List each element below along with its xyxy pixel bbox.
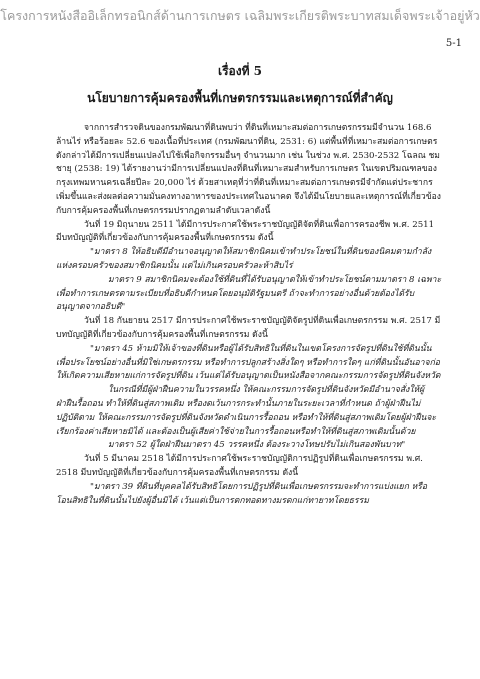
document-body	[56, 122, 442, 508]
page-header: โครงการหนังสืออิเล็กทรอนิกส์ด้านการเกษตร เฉลิมพระเกียรติพระบาทสมเด็จพระเจ้าอยู่หัว	[0, 8, 480, 23]
quote-section-45-para2: ในกรณีที่มีผู้ฝ่าฝืนความในวรรคหนึ่ง ให้คณะกรรมการจัดรูปที่ดินจังหวัดมีอำนาจสั่งให้ผู้ฝ่าฝืนรื้อถอน ทำให้ที่ดินสู่สภาพเดิม หรืองดเว้นการกระทำนั้นภายในระยะเวลาที่กำหนด ถ้าผู้ฝ่าฝืนไม่ปฏิบัติตาม ให้คณะกรรมการจัดรูปที่ดินจังหวัดดำเนินการรื้อถอน หรือทำให้ที่ดินสู่สภาพเดิมโดยผู้ฝ่าฝืนจะเรียกร้องค่าเสียหายมิได้ และต้องเป็นผู้เสียค่าใช้จ่ายในการรื้อถอนหรือทำให้ที่ดินสู่สภาพเดิมนั้นด้วย	[56, 385, 437, 437]
quote-section-39: "มาตรา 39 ที่ดินที่บุคคลได้รับสิทธิโดยการปฏิรูปที่ดินเพื่อเกษตรกรรมจะทำการแบ่งแยก หรือโอนสิทธิในที่ดินนั้นไปยังผู้อื่นมิได้ เว้นแต่เป็นการตกทอดทางมรดกแก่ทายาทโดยธรรม	[56, 481, 428, 506]
paragraph-1975-act: วันที่ 5 มีนาคม 2518 ได้มีการประกาศใช้พระราชบัญญัติการปฏิรูปที่ดินเพื่อเกษตรกรรม พ.ศ. 2518 มีบทบัญญัติที่เกี่ยวข้องกับการคุ้มครองพื้นที่เกษตรกรรม ดังนี้	[56, 454, 423, 478]
quote-section-8: "มาตรา 8 ให้อธิบดีมีอำนาจอนุญาตให้สมาชิกนิคมเข้าทำประโยชน์ในที่ดินของนิคมตามกำลังแห่งครอบครัวของสมาชิกนิคมนั้น แต่ไม่เกินครอบครัวละห้าสิบไร่	[56, 247, 432, 271]
quote-section-52: มาตรา 52 ผู้ใดฝ่าฝืนมาตรา 45 วรรคหนึ่ง ต้องระวางโทษปรับไม่เกินสองพันบาท"	[108, 440, 406, 451]
quote-section-9: มาตรา 9 สมาชิกนิคมจะต้องใช้ที่ดินที่ได้รับอนุญาตให้เข้าทำประโยชน์ตามมาตรา 8 เฉพาะเพื่อทำการเกษตรตามระเบียบที่อธิบดีกำหนดโดยอนุมัติรัฐมนตรี ถ้าจะทำการอย่างอื่นด้วยต้องได้รับอนุญาตจากอธิบดี"	[56, 274, 442, 313]
page-number: 5-1	[445, 38, 462, 49]
paragraph-intro: จากการสำรวจดินของกรมพัฒนาที่ดินพบว่า ที่ดินที่เหมาะสมต่อการเกษตรกรรมมีจำนวน 168.6 ล้านไร่ หรือร้อยละ 52.6 ของเนื้อที่ประเทศ (กรมพัฒนาที่ดิน, 2531: 6) แต่พื้นที่ที่เหมาะสมต่อการเกษตรดังกล่าวได้มีการเปลี่ยนแปลงไปใช้เพื่อกิจกรรมอื่นๆ จำนวนมาก เช่น ในช่วง พ.ศ. 2530-2532 โฉลณ ชมชายุ (2538: 19) ได้รายงานว่ามีการเปลี่ยนแปลงที่ดินที่เหมาะสมสำหรับการเกษตร ในเขตปริมณฑลของกรุงเทพมหานครเฉลี่ยปีละ 20,000 ไร่ ด้วยสาเหตุที่ว่าที่ดินที่เหมาะสมต่อการเกษตรมีจำกัดแต่ประชากรเพิ่มขึ้นและส่งผลต่อความมั่นคงทางอาหารของประเทศในอนาคต จึงได้มีนโยบายและเหตุการณ์ที่เกี่ยวข้องกับการคุ้มครองพื้นที่เกษตรกรรมปรากฏตามลำดับเวลาดังนี้	[56, 123, 441, 216]
section-title: นโยบายการคุ้มครองพื้นที่เกษตรกรรมและเหตุการณ์ที่สำคัญ	[87, 91, 393, 105]
chapter-heading: เรื่องที่ 5	[217, 64, 263, 78]
paragraph-1974-act: วันที่ 18 กันยายน 2517 มีการประกาศใช้พระราชบัญญัติจัดรูปที่ดินเพื่อเกษตรกรรม พ.ศ. 2517 มีบทบัญญัติที่เกี่ยวข้องกับการคุ้มครองพื้นที่เกษตรกรรม ดังนี้	[56, 316, 441, 340]
paragraph-1968-act: วันที่ 19 มิถุนายน 2511 ได้มีการประกาศใช้พระราชบัญญัติจัดที่ดินเพื่อการครองชีพ พ.ศ. 2511 มีบทบัญญัติที่เกี่ยวข้องกับการคุ้มครองพื้นที่เกษตรกรรม ดังนี้	[56, 219, 435, 244]
quote-section-45: "มาตรา 45 ห้ามมิให้เจ้าของที่ดินหรือผู้ได้รับสิทธิในที่ดินในเขตโครงการจัดรูปที่ดินใช้ที่ดินนั้นเพื่อประโยชน์อย่างอื่นที่มิใช่เกษตรกรรม หรือทำการปลูกสร้างสิ่งใดๆ หรือทำการใดๆ แก่ที่ดินนั้นอันอาจก่อให้เกิดความเสียหายแก่การจัดรูปที่ดิน เว้นแต่ได้รับอนุญาตเป็นหนังสือจากคณะกรรมการจัดรูปที่ดินจังหวัด	[56, 343, 441, 382]
